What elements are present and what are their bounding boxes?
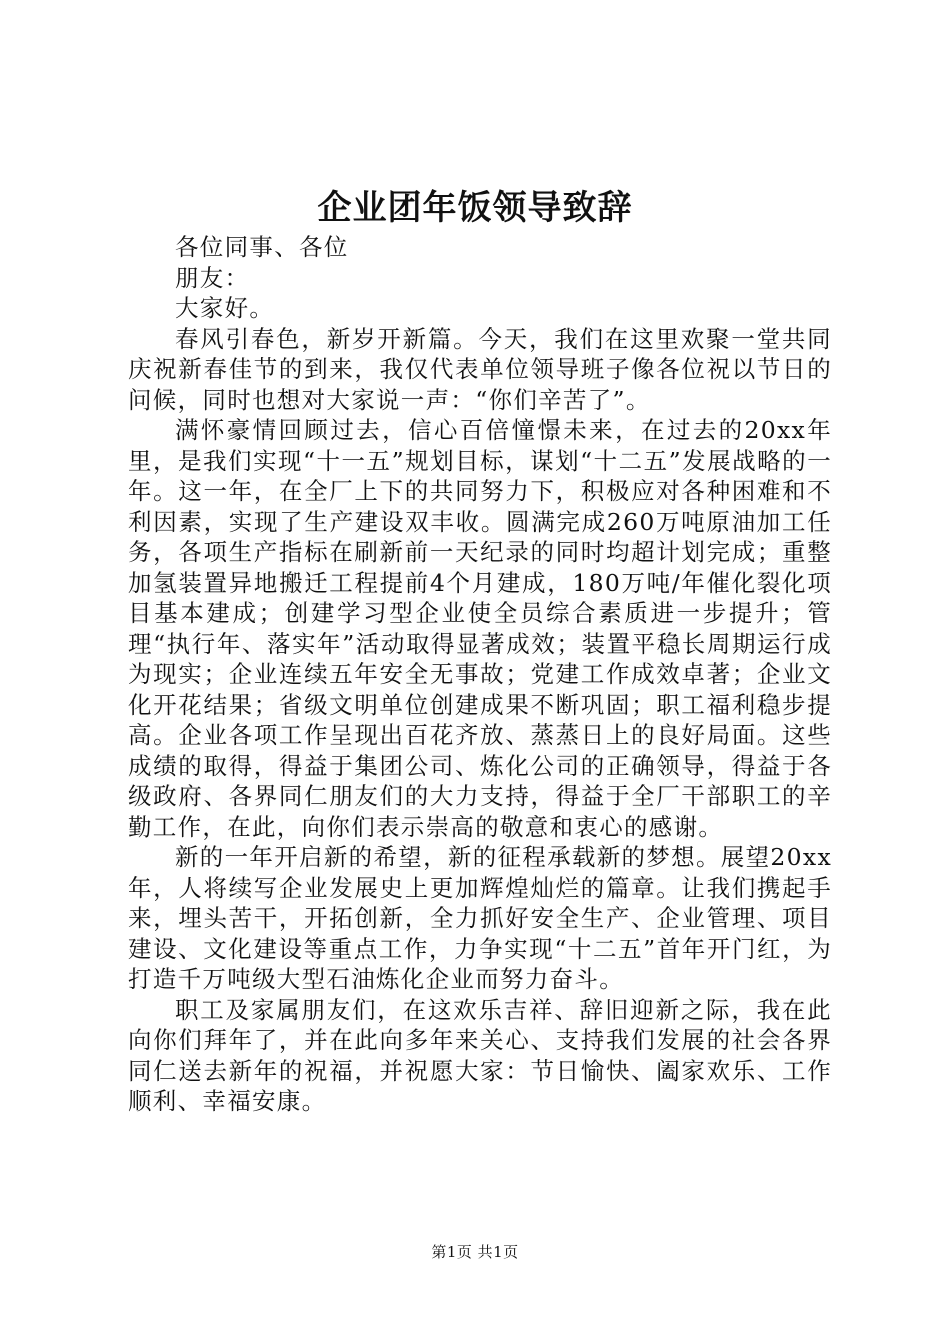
greeting-line: 各位同事、各位 bbox=[175, 233, 349, 261]
body-paragraph: 职工及家属朋友们，在这欢乐吉祥、辞旧迎新之际，我在此向你们拜年了，并在此向多年来关心、支持我们发展的社会各界同仁送去新年的祝福，并祝愿大家：节日愉快、阖家欢乐、工作顺利、幸福安康。 bbox=[128, 995, 832, 1115]
body-paragraph: 新的一年开启新的希望，新的征程承载新的梦想。展望20xx年，人将续写企业发展史上更加辉煌灿烂的篇章。让我们携起手来，埋头苦干，开拓创新，全力抓好安全生产、企业管理、项目建设、文化建设等重点工作，力争实现“十二五”首年开门红，为打造千万吨级大型石油炼化企业而努力奋斗。 bbox=[128, 843, 832, 993]
greeting-line: 大家好。 bbox=[175, 294, 275, 322]
page-footer: 第1页 共1页 bbox=[431, 1243, 519, 1261]
body-paragraph: 满怀豪情回顾过去，信心百倍憧憬未来，在过去的20xx年里，是我们实现“十一五”规划目标，谋划“十二五”发展战略的一年。这一年，在全厂上下的共同努力下，积极应对各种困难和不利因素，实现了生产建设双丰收。圆满完成260万吨原油加工任务，各项生产指标在刷新前一天纪录的同时均超计划完成；重整加氢装置异地搬迁工程提前4个月建成，180万吨/年催化裂化项目基本建成；创建学习型企业使全员综合素质进一步提升；管理“执行年、落实年”活动取得显著成效；装置平稳长周期运行成为现实；企业连续五年安全无事故；党建工作成效卓著；企业文化开花结果；省级文明单位创建成果不断巩固；职工福利稳步提高。企业各项工作呈现出百花齐放、蒸蒸日上的良好局面。这些成绩的取得，得益于集团公司、炼化公司的正确领导，得益于各级政府、各界同仁朋友们的大力支持，得益于全厂干部职工的辛勤工作，在此，向你们表示崇高的敬意和衷心的感谢。 bbox=[128, 416, 832, 841]
greeting-line: 朋友： bbox=[175, 263, 250, 292]
body-paragraph: 春风引春色，新岁开新篇。今天，我们在这里欢聚一堂共同庆祝新春佳节的到来，我仅代表单位领导班子像各位祝以节日的问候，同时也想对大家说一声：“你们辛苦了”。 bbox=[128, 324, 832, 414]
document-body bbox=[128, 232, 832, 1117]
document-title: 企业团年饭领导致辞 bbox=[317, 188, 633, 228]
